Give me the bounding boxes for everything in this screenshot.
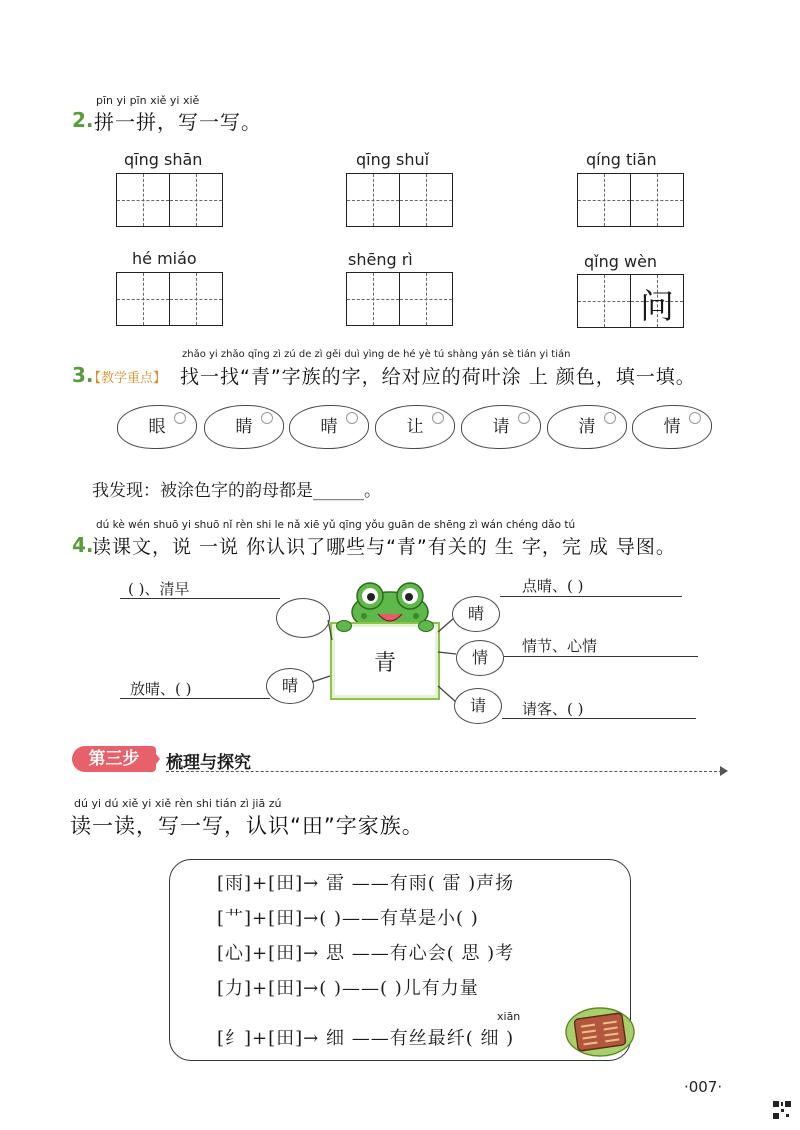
branch-line xyxy=(502,718,696,719)
q2-write-grid[interactable] xyxy=(346,173,453,227)
grid-cell[interactable] xyxy=(578,174,631,226)
q2-write-grid[interactable] xyxy=(116,272,223,326)
q2-pinyin: pīn yi pīn xiě yi xiě xyxy=(96,94,200,107)
lotus-leaf[interactable]: 睛 xyxy=(204,405,284,449)
q2-word-pinyin: qǐng wèn xyxy=(584,252,658,271)
divider-arrow-icon xyxy=(720,766,728,776)
branch-line xyxy=(500,596,682,597)
q2-word-pinyin: hé miáo xyxy=(132,249,197,268)
q2-write-grid[interactable] xyxy=(577,274,684,328)
q3-key-point-tag: 【教学重点】 xyxy=(88,371,167,386)
step-title: 梳理与探究 xyxy=(166,753,251,773)
lotus-leaf[interactable]: 请 xyxy=(461,405,541,449)
tian-row: [雨]+[田]→ 雷 ——有雨( 雷 )声扬 xyxy=(217,873,515,894)
grid-cell[interactable] xyxy=(347,273,400,325)
lotus-leaf[interactable]: 晴 xyxy=(289,405,369,449)
grid-cell[interactable] xyxy=(347,174,400,226)
q2-title: 拼一拼，写一写。 xyxy=(94,110,262,134)
step-badge-arrow xyxy=(150,746,160,772)
grid-cell[interactable] xyxy=(631,174,683,226)
tian-row: [心]+[田]→ 思 ——有心会( 思 )考 xyxy=(217,943,515,964)
q3-pinyin: zhǎo yi zhǎo qīng zì zú de zì gěi duì yìng de hé yè tú shàng yán sè tián yi tián xyxy=(182,349,571,360)
q3-number: 3. xyxy=(72,363,94,387)
branch-line xyxy=(504,656,698,657)
tian-row: [艹]+[田]→( )——有草是小( ) xyxy=(217,908,479,929)
branch-right-top: 点晴、( ) xyxy=(522,577,584,595)
cloud-right-top: 晴 xyxy=(452,596,500,632)
lotus-leaf[interactable]: 让 xyxy=(375,405,455,449)
grid-cell[interactable] xyxy=(170,273,222,325)
lotus-leaf[interactable]: 清 xyxy=(547,405,627,449)
q3-title: 找一找“青”字族的字，给对应的荷叶涂 上 颜色，填一填。 xyxy=(180,366,696,388)
branch-left-bottom: 放晴、( ) xyxy=(130,680,192,698)
xian-pinyin: xiān xyxy=(497,1010,521,1023)
q3-discovery: 我发现：被涂色字的韵母都是______。 xyxy=(92,481,381,501)
grid-cell[interactable] xyxy=(400,174,452,226)
q5-pinyin: dú yi dú xiě yi xiě rèn shi tián zì jiā zú xyxy=(74,797,282,810)
step-badge: 第三步 xyxy=(72,746,156,772)
q4-number: 4. xyxy=(72,533,94,557)
grid-cell[interactable]: 问 xyxy=(631,275,683,327)
page-number: ·007· xyxy=(684,1078,723,1096)
q2-word-pinyin: qīng shān xyxy=(124,150,203,169)
tian-row: [纟]+[田]→ 细 ——有丝最纤( 细 ) xyxy=(217,1028,515,1049)
grid-cell[interactable] xyxy=(117,273,170,325)
q2-number: 2. xyxy=(72,108,94,132)
grid-cell[interactable] xyxy=(400,273,452,325)
qr-code-icon[interactable] xyxy=(772,1100,792,1120)
q2-word-pinyin: qíng tiān xyxy=(586,150,657,169)
q2-word-pinyin: qīng shuǐ xyxy=(356,150,430,169)
q4-title: 读课文，说 一说 你认识了哪些与“青”有关的 生 字，完 成 导图。 xyxy=(92,536,676,558)
branch-right-bottom: 请客、( ) xyxy=(522,700,584,718)
q5-title: 读一读，写一写，认识“田”字家族。 xyxy=(70,814,424,838)
field-illustration-icon xyxy=(564,1004,636,1058)
lotus-leaf[interactable]: 眼 xyxy=(117,405,197,449)
q2-write-grid[interactable] xyxy=(346,272,453,326)
branch-top-left: ( )、清早 xyxy=(128,580,190,598)
mindmap-connectors xyxy=(240,590,480,720)
grid-cell[interactable] xyxy=(578,275,631,327)
branch-right-mid: 情节、心情 xyxy=(522,637,598,655)
q2-word-pinyin: shēng rì xyxy=(348,250,413,269)
grid-cell[interactable] xyxy=(170,174,222,226)
tian-row: [力]+[田]→( )——( )儿有力量 xyxy=(217,978,479,999)
cloud-left-bottom: 晴 xyxy=(266,668,314,704)
q2-write-grid[interactable] xyxy=(577,173,684,227)
step-divider xyxy=(166,771,722,772)
q4-pinyin: dú kè wén shuō yi shuō nǐ rèn shi le nǎ xiē yǔ qīng yǒu guān de shēng zì wán chéng dǎo tú xyxy=(96,519,576,531)
lotus-leaf[interactable]: 情 xyxy=(632,405,712,449)
center-char: 青 xyxy=(373,651,396,676)
grid-cell[interactable] xyxy=(117,174,170,226)
cloud-right-bottom: 请 xyxy=(454,688,502,724)
cloud-right-mid: 情 xyxy=(456,640,504,676)
q2-write-grid[interactable] xyxy=(116,173,223,227)
